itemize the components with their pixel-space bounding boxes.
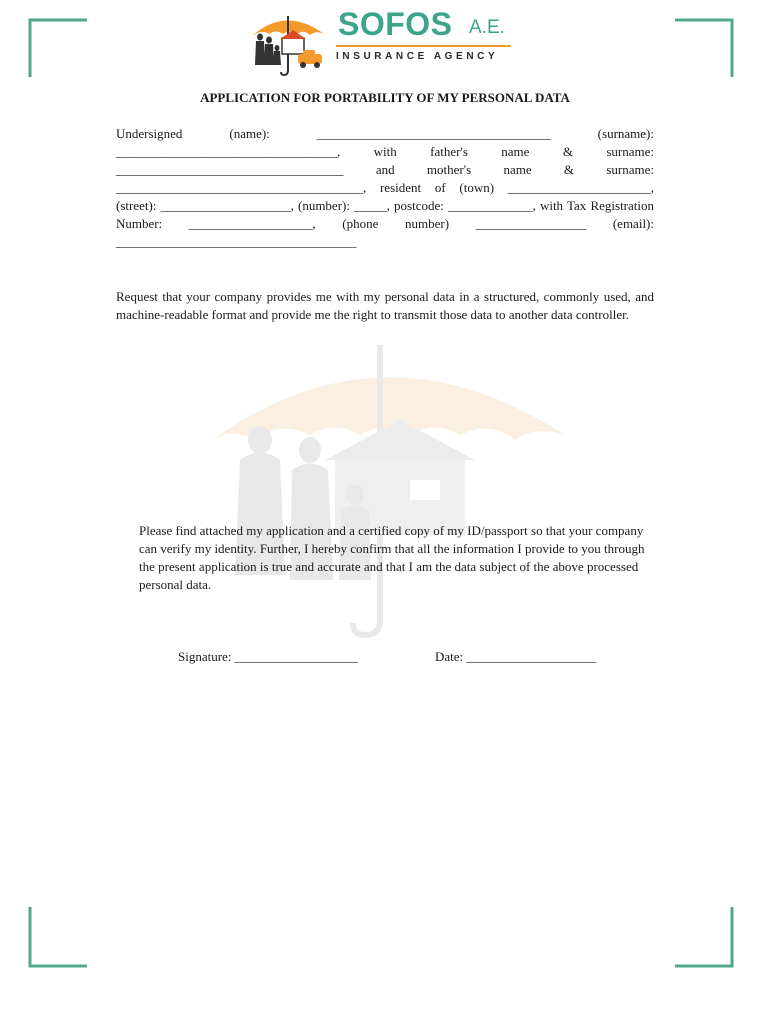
- date-field: Date: ____________________: [435, 649, 597, 664]
- brand-suffix: A.E.: [469, 17, 505, 38]
- corner-mark-top-right: [675, 17, 735, 77]
- brand-subtitle: INSURANCE AGENCY: [336, 51, 499, 62]
- applicant-details-paragraph: Undersigned (name): ____________________________________ (surname): __________________________________, with father's name & surname: ___________________________________ and mother's name & surname: ______________________________________, resident of (town) ______________________, (street): ____________________, (number): _____, postcode: _____________, with Tax Registration Number: ___________________, (phone number) _________________ (email): _____________________________________: [116, 126, 654, 249]
- umbrella-watermark-icon: [195, 335, 575, 650]
- attachment-statement-paragraph: Please find attached my application and a certified copy of my ID/passport so that your company can verify my identity. Further, I hereby confirm that all the information I provide to you through the present application is true and accurate and that I am the data subject of the above processed personal data.: [139, 523, 645, 592]
- signature-field: Signature: ___________________: [178, 649, 359, 664]
- corner-mark-bottom-right: [675, 907, 735, 969]
- corner-mark-bottom-left: [27, 907, 87, 969]
- brand-name: SOFOS: [338, 6, 453, 42]
- corner-mark-top-left: [27, 17, 87, 77]
- document-title: APPLICATION FOR PORTABILITY OF MY PERSONAL DATA: [200, 90, 570, 105]
- brand-underline: [336, 45, 511, 47]
- request-paragraph: Request that your company provides me with my personal data in a structured, commonly used, and machine-readable format and provide me the right to transmit those data to another data controller.: [116, 289, 654, 322]
